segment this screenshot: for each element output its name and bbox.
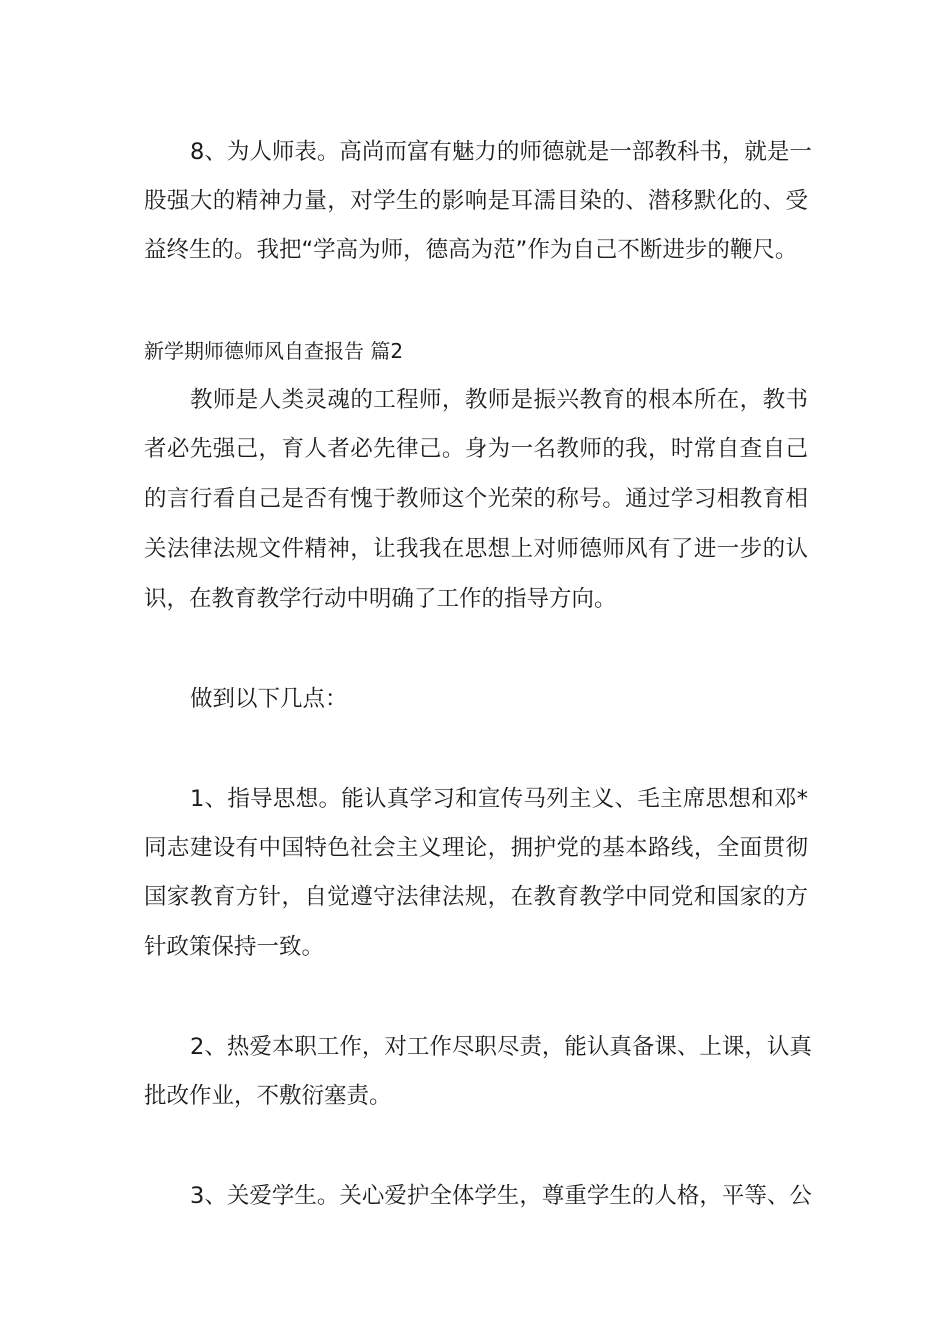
paragraph-8-line-1: 8、为人师表。高尚而富有魅力的师德就是一部教科书，就是一 xyxy=(190,139,812,165)
point-3-line-1: 3、关爱学生。关心爱护全体学生，尊重学生的人格，平等、公 xyxy=(190,1183,812,1209)
point-2-line-2: 批改作业，不敷衍塞责。 xyxy=(144,1083,392,1109)
point-1-line-2: 同志建设有中国特色社会主义理论，拥护党的基本路线，全面贯彻 xyxy=(144,835,808,861)
intro-line-2: 者必先强己，育人者必先律己。身为一名教师的我，时常自查自己 xyxy=(144,436,808,462)
intro-line-1: 教师是人类灵魂的工程师，教师是振兴教育的根本所在，教书 xyxy=(190,387,808,413)
point-1-line-1: 1、指导思想。能认真学习和宣传马列主义、毛主席思想和邓* xyxy=(190,786,808,812)
paragraph-8-line-2: 股强大的精神力量，对学生的影响是耳濡目染的、潜移默化的、受 xyxy=(144,188,808,214)
point-1-line-4: 针政策保持一致。 xyxy=(144,934,325,960)
point-2-line-1: 2、热爱本职工作，对工作尽职尽责，能认真备课、上课，认真 xyxy=(190,1034,812,1060)
point-1-line-3: 国家教育方针，自觉遵守法律法规，在教育教学中同党和国家的方 xyxy=(144,884,808,910)
section-heading: 新学期师德师风自查报告 篇2 xyxy=(144,339,404,363)
paragraph-8-line-3: 益终生的。我把“学高为师，德高为范”作为自己不断进步的鞭尺。 xyxy=(144,237,798,263)
points-intro: 做到以下几点： xyxy=(190,686,348,712)
intro-line-4: 关法律法规文件精神，让我我在思想上对师德师风有了进一步的认 xyxy=(144,536,808,562)
intro-line-3: 的言行看自己是否有愧于教师这个光荣的称号。通过学习相教育相 xyxy=(144,486,808,512)
intro-line-5: 识，在教育教学行动中明确了工作的指导方向。 xyxy=(144,586,617,612)
